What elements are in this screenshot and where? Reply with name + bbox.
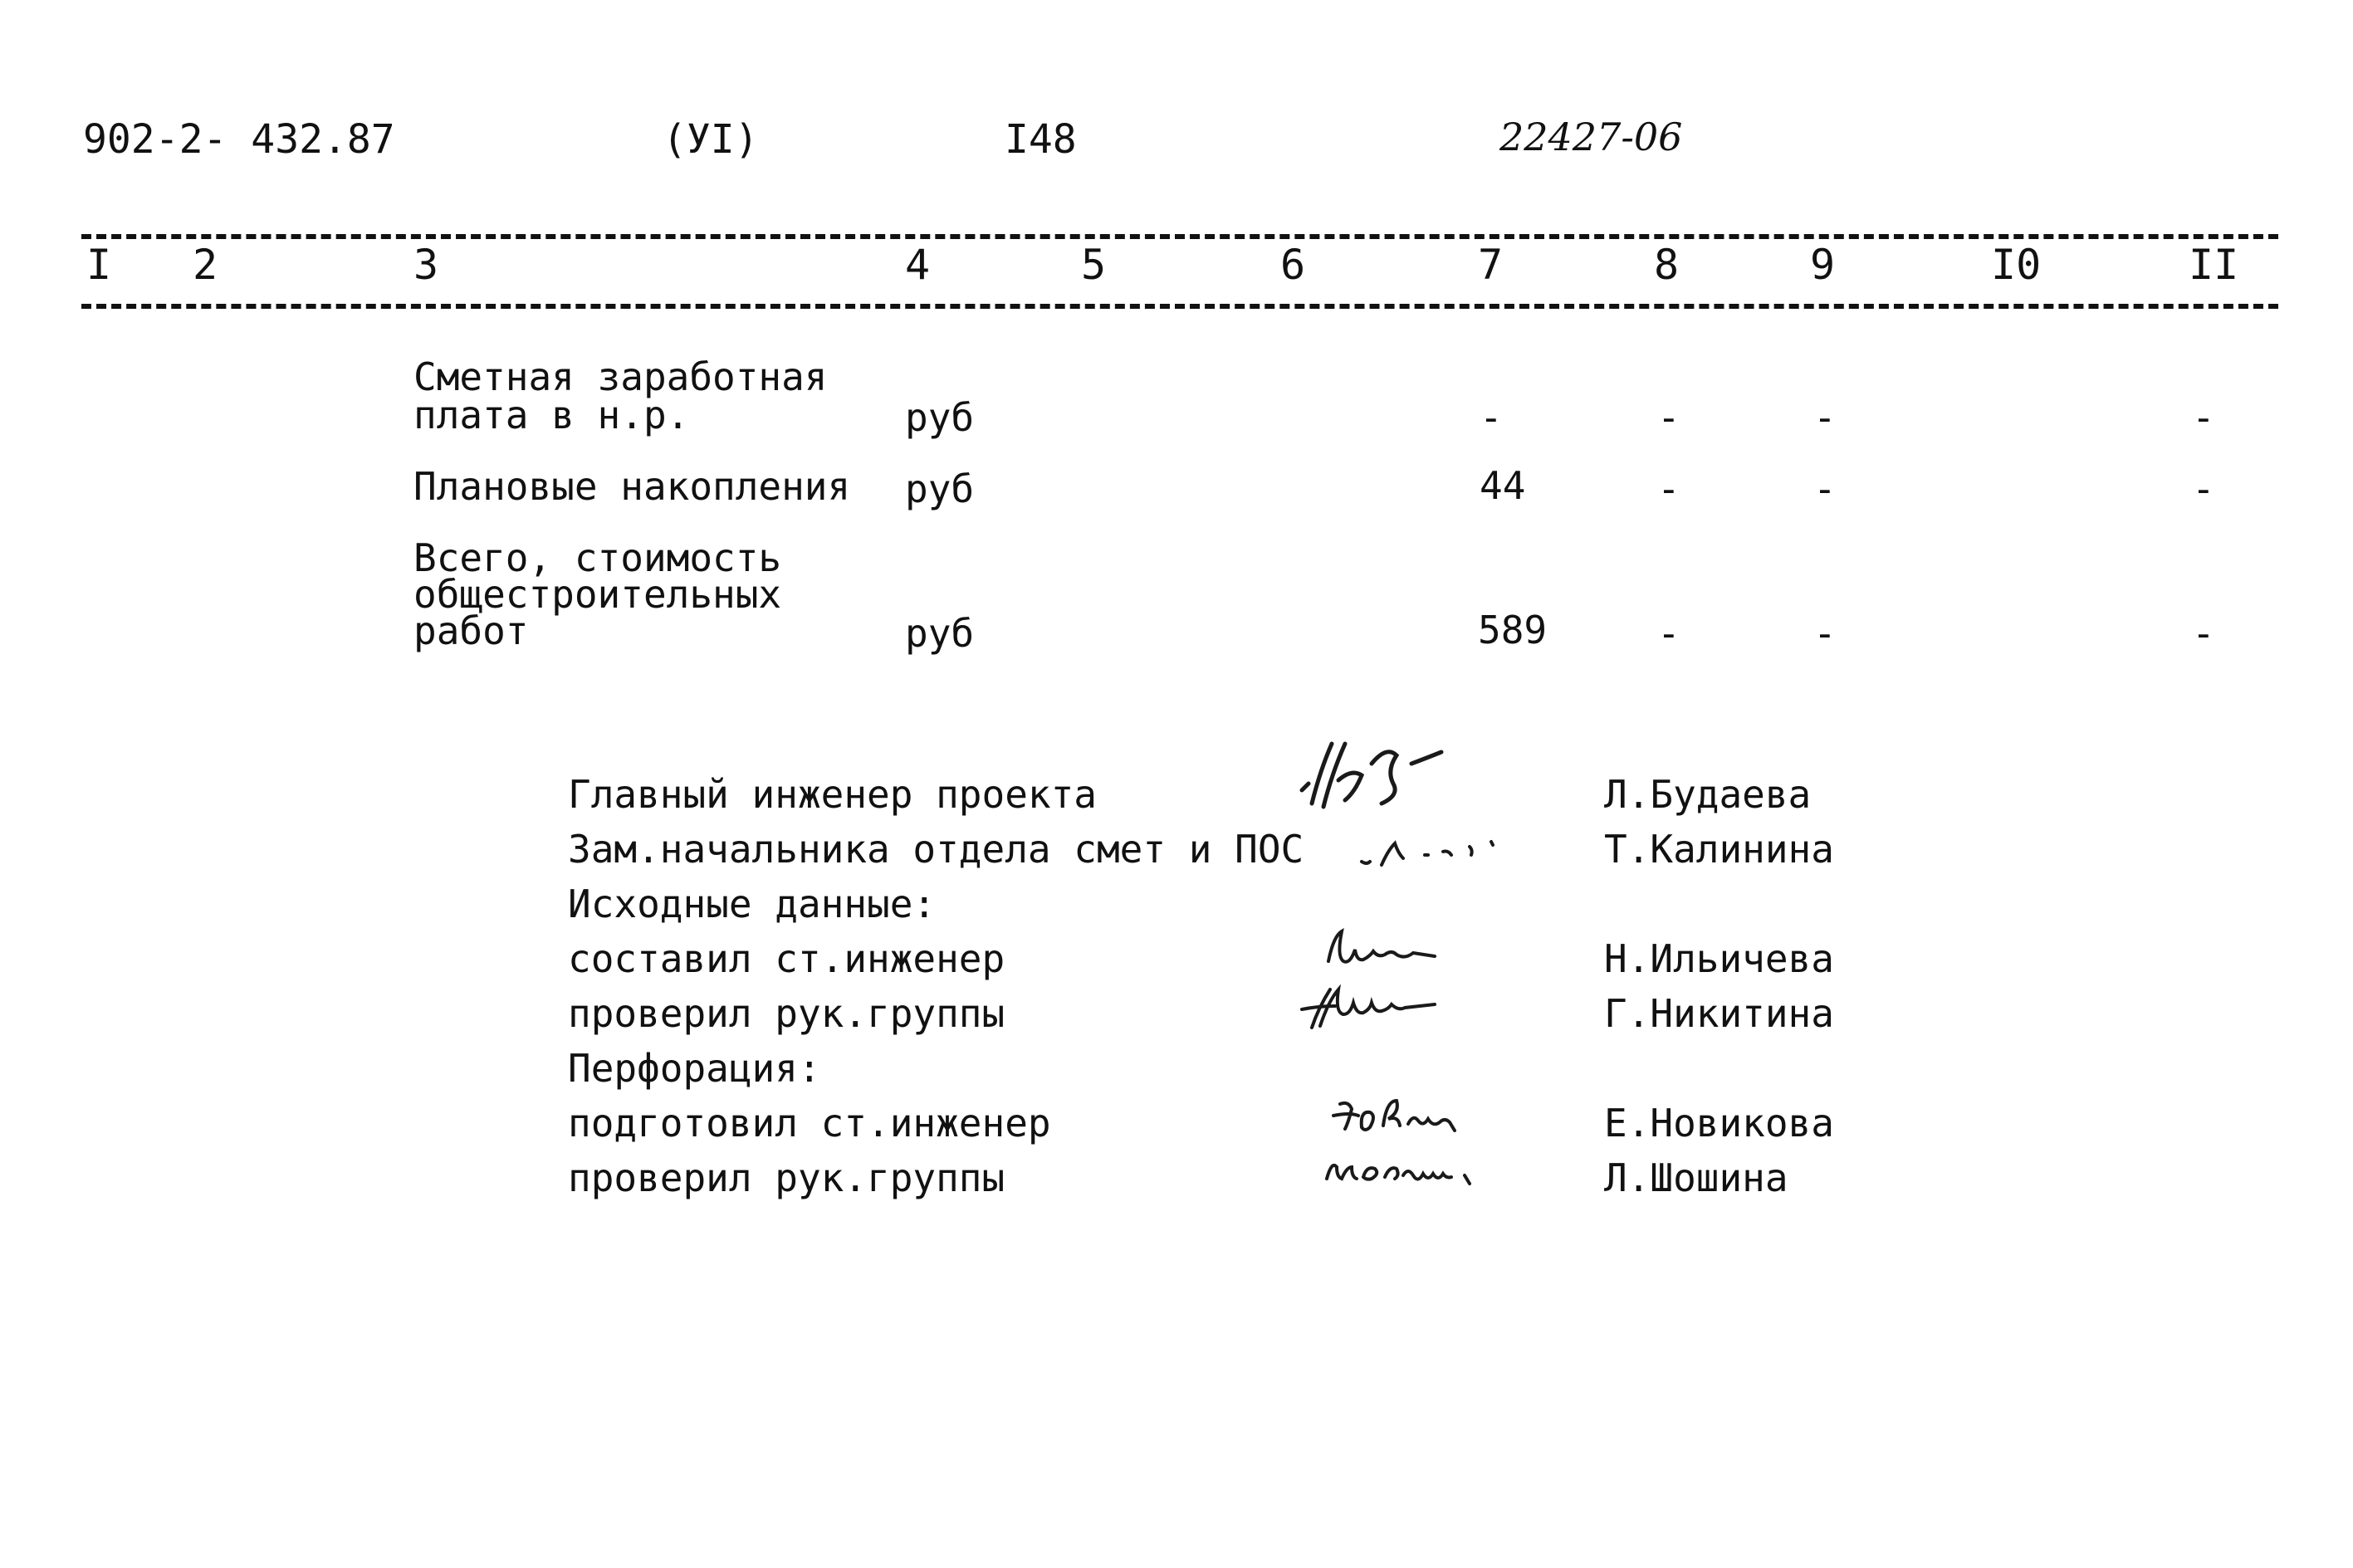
column-number-5: 5	[1081, 241, 1107, 289]
column-number-6: 6	[1280, 241, 1306, 289]
signature-kalinina	[1345, 827, 1544, 885]
column-number-2: 2	[193, 241, 218, 289]
row-unit: руб	[905, 466, 975, 511]
signature-shoshina	[1317, 1142, 1499, 1200]
signatory-name: Л.Шошина	[1604, 1155, 1788, 1200]
row-name-line: работ	[413, 608, 529, 653]
column-number-9: 9	[1810, 241, 1836, 289]
column-number-1: I	[86, 241, 112, 289]
signature-role: Главный инженер проекта	[568, 772, 1097, 817]
column-number-11: II	[2189, 241, 2239, 289]
signature-novikova	[1328, 1087, 1494, 1145]
signatory-name: Н.Ильичева	[1604, 936, 1834, 981]
cell-col11: -	[2192, 395, 2215, 440]
signature-role: проверил рук.группы	[568, 991, 1005, 1036]
column-number-8: 8	[1654, 241, 1680, 289]
cell-col7: 589	[1478, 608, 1548, 652]
cell-col9: -	[1813, 611, 1837, 656]
column-number-4: 4	[905, 241, 931, 289]
row-unit: руб	[905, 611, 975, 656]
page-number: I48	[1005, 116, 1077, 163]
table-top-rule	[81, 234, 2278, 239]
column-number-7: 7	[1478, 241, 1504, 289]
signature-role: проверил рук.группы	[568, 1155, 1005, 1200]
column-number-10: I0	[1991, 241, 2042, 289]
cell-col8: -	[1657, 611, 1680, 656]
cell-col11: -	[2192, 611, 2215, 656]
signature-ilicheva	[1317, 920, 1483, 978]
signature-budaeva	[1295, 730, 1511, 822]
cell-col8: -	[1657, 395, 1680, 440]
row-name-line: плата в н.р.	[413, 393, 690, 437]
handwritten-number: 22427-06	[1499, 115, 1683, 159]
signatory-name: Е.Новикова	[1604, 1101, 1834, 1145]
document-code: 902-2- 432.87	[83, 116, 395, 163]
column-number-3: 3	[413, 241, 439, 289]
cell-col9: -	[1813, 395, 1837, 440]
signatory-name: Л.Будаева	[1604, 772, 1812, 817]
row-name-line: Плановые накопления	[413, 464, 851, 509]
table-header-rule	[81, 304, 2278, 309]
signature-role: составил ст.инженер	[568, 936, 1005, 981]
row-name-line: общестроительных	[413, 572, 782, 617]
cell-col8: -	[1657, 466, 1680, 511]
cell-col9: -	[1813, 466, 1837, 511]
signatory-name: Т.Калинина	[1604, 827, 1834, 872]
cell-col7: 44	[1480, 463, 1526, 508]
section-code: (УI)	[663, 116, 759, 163]
signature-nikitina	[1295, 976, 1478, 1043]
section-heading: Исходные данные:	[568, 882, 937, 926]
cell-col11: -	[2192, 466, 2215, 511]
signatory-name: Г.Никитина	[1604, 991, 1834, 1036]
section-heading: Перфорация:	[568, 1046, 821, 1091]
signature-role: подготовил ст.инженер	[568, 1101, 1051, 1145]
row-name-line: Сметная заработная	[413, 354, 828, 399]
cell-col7: -	[1480, 395, 1503, 440]
row-unit: руб	[905, 395, 975, 440]
row-name-line: Всего, стоимость	[413, 535, 782, 580]
signature-role: Зам.начальника отдела смет и ПОС	[568, 827, 1304, 872]
